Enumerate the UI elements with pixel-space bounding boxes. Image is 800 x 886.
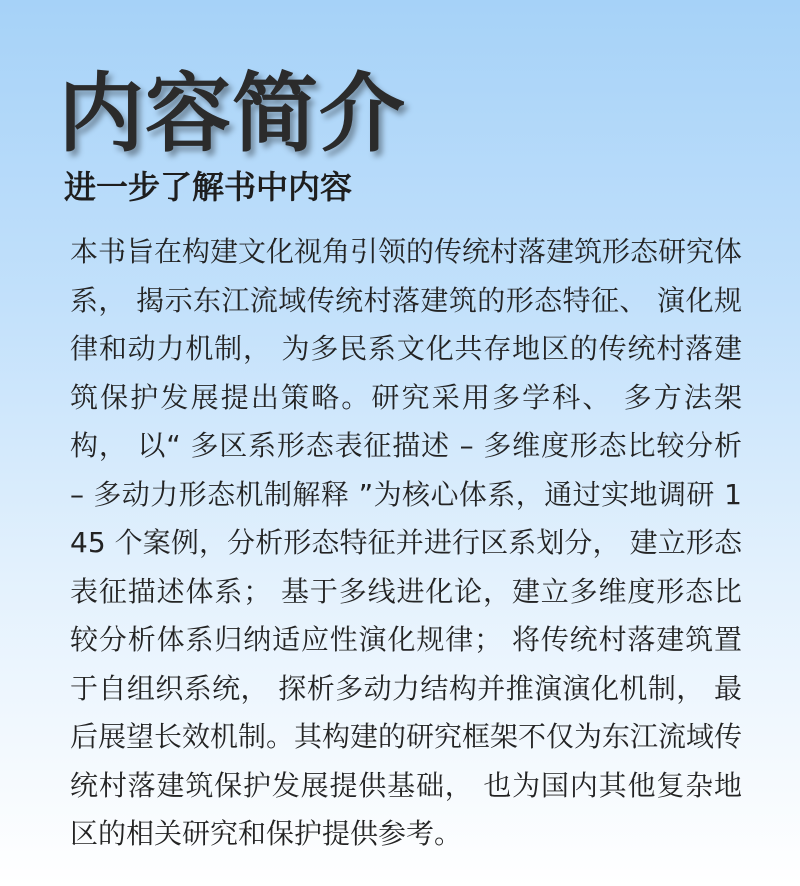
section-subtitle: 进一步了解书中内容 (64, 168, 353, 206)
section-title: 内容简介 (58, 64, 406, 164)
intro-paragraph: 本书旨在构建文化视角引领的传统村落建筑形态研究体系， 揭示东江流域传统村落建筑的形态特征、 演化规律和动力机制， 为多民系文化共存地区的传统村落建筑保护发展提出策略。研究采用多学科、 多方法架构， 以“ 多区系形态表征描述 – 多维度形态比较分析 – 多动力形态机制解释 ”为核心体系，通过实地调研 145 个案例，分析形态特征并进行区系划分， 建立形态表征描述体系； 基于多线进化论，建立多维度形态比较分析体系归纳适应性演化规律； 将传统村落建筑置于自组织系统， 探析多动力结构并推演演化机制， 最后展望长效机制。其构建的研究框架不仅为东江流域传统村落建筑保护发展提供基础， 也为国内其他复杂地区的相关研究和保护提供参考。 (70, 235, 743, 850)
